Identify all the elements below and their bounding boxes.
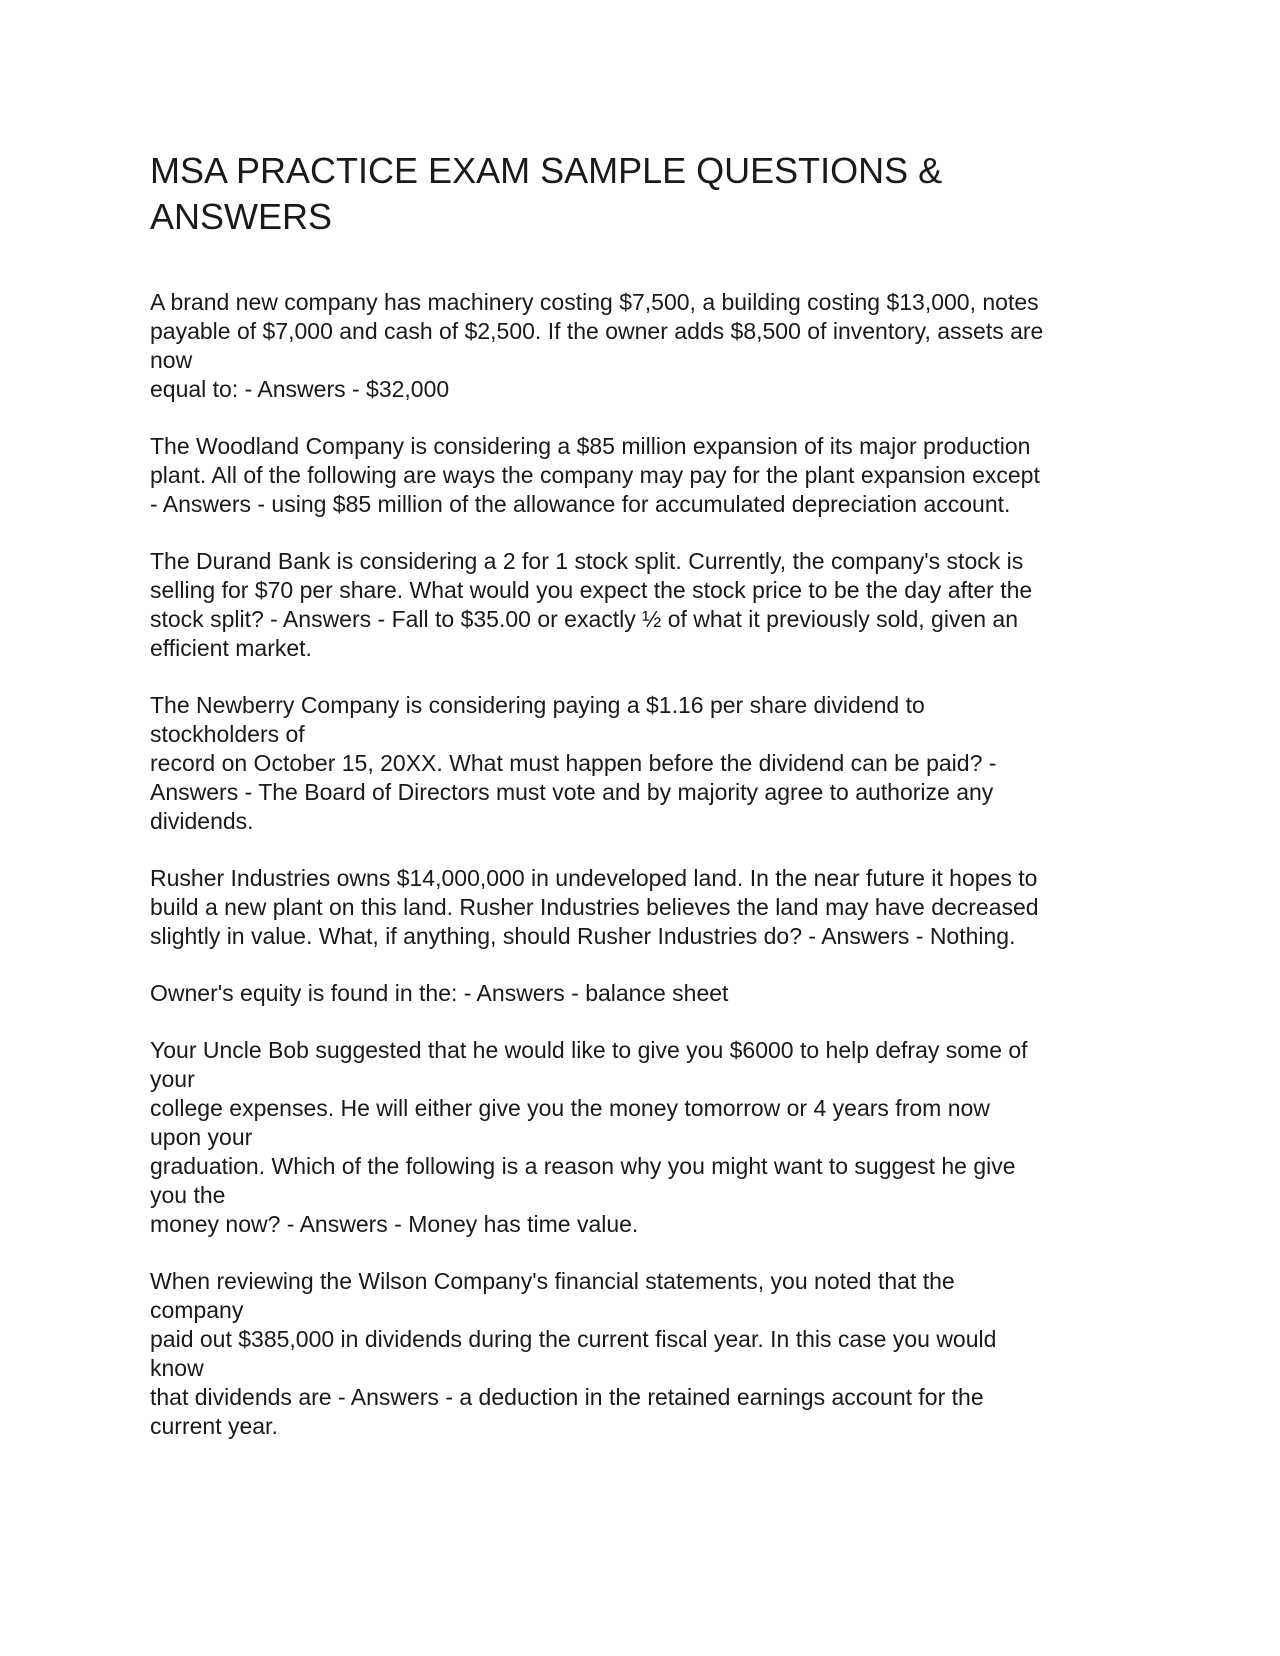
text-line: A brand new company has machinery costing $7,500, a building costing $13,000, notes xyxy=(150,289,1039,315)
text-line: Rusher Industries owns $14,000,000 in undeveloped land. In the near future it hopes to xyxy=(150,865,1038,891)
text-line: Owner's equity is found in the: - Answers - balance sheet xyxy=(150,980,729,1006)
text-line: money now? - Answers - Money has time value. xyxy=(150,1211,639,1237)
question-item-7 xyxy=(150,1036,1130,1239)
text-line: efficient market. xyxy=(150,635,312,661)
text-line: current year. xyxy=(150,1413,278,1439)
text-line: plant. All of the following are ways the company may pay for the plant expansion except xyxy=(150,462,1040,488)
question-item-2 xyxy=(150,432,1130,519)
question-item-5 xyxy=(150,864,1130,951)
question-item-3 xyxy=(150,547,1130,663)
text-line: company xyxy=(150,1297,244,1323)
title-line: MSA PRACTICE EXAM SAMPLE QUESTIONS & xyxy=(150,150,943,191)
text-line: payable of $7,000 and cash of $2,500. If the owner adds $8,500 of inventory, assets are xyxy=(150,318,1044,344)
text-line: your xyxy=(150,1066,195,1092)
question-item-4 xyxy=(150,691,1130,836)
text-line: know xyxy=(150,1355,204,1381)
text-line: that dividends are - Answers - a deduction in the retained earnings account for the xyxy=(150,1384,984,1410)
text-line: Your Uncle Bob suggested that he would like to give you $6000 to help defray some of xyxy=(150,1037,1028,1063)
page-title xyxy=(150,148,1110,240)
questions-list xyxy=(150,288,1130,1469)
text-line: graduation. Which of the following is a reason why you might want to suggest he give xyxy=(150,1153,1016,1179)
question-item-8 xyxy=(150,1267,1130,1441)
text-line: dividends. xyxy=(150,808,254,834)
text-line: The Durand Bank is considering a 2 for 1 stock split. Currently, the company's stock is xyxy=(150,548,1024,574)
text-line: upon your xyxy=(150,1124,253,1150)
text-line: equal to: - Answers - $32,000 xyxy=(150,376,450,402)
text-line: stock split? - Answers - Fall to $35.00 or exactly ½ of what it previously sold, given an xyxy=(150,606,1019,632)
title-line: ANSWERS xyxy=(150,196,333,237)
text-line: slightly in value. What, if anything, should Rusher Industries do? - Answers - Nothing. xyxy=(150,923,1016,949)
text-line: paid out $385,000 in dividends during the current fiscal year. In this case you would xyxy=(150,1326,997,1352)
text-line: Answers - The Board of Directors must vote and by majority agree to authorize any xyxy=(150,779,994,805)
question-item-1 xyxy=(150,288,1130,404)
text-line: The Newberry Company is considering paying a $1.16 per share dividend to xyxy=(150,692,925,718)
text-line: record on October 15, 20XX. What must happen before the dividend can be paid? - xyxy=(150,750,997,776)
text-line: college expenses. He will either give you the money tomorrow or 4 years from now xyxy=(150,1095,990,1121)
text-line: you the xyxy=(150,1182,226,1208)
text-line: stockholders of xyxy=(150,721,305,747)
question-item-6 xyxy=(150,979,1130,1008)
text-line: The Woodland Company is considering a $85 million expansion of its major production xyxy=(150,433,1031,459)
text-line: selling for $70 per share. What would you expect the stock price to be the day after the xyxy=(150,577,1033,603)
text-line: build a new plant on this land. Rusher Industries believes the land may have decreased xyxy=(150,894,1039,920)
text-line: now xyxy=(150,347,193,373)
text-line: When reviewing the Wilson Company's financial statements, you noted that the xyxy=(150,1268,955,1294)
text-line: - Answers - using $85 million of the allowance for accumulated depreciation account. xyxy=(150,491,1011,517)
